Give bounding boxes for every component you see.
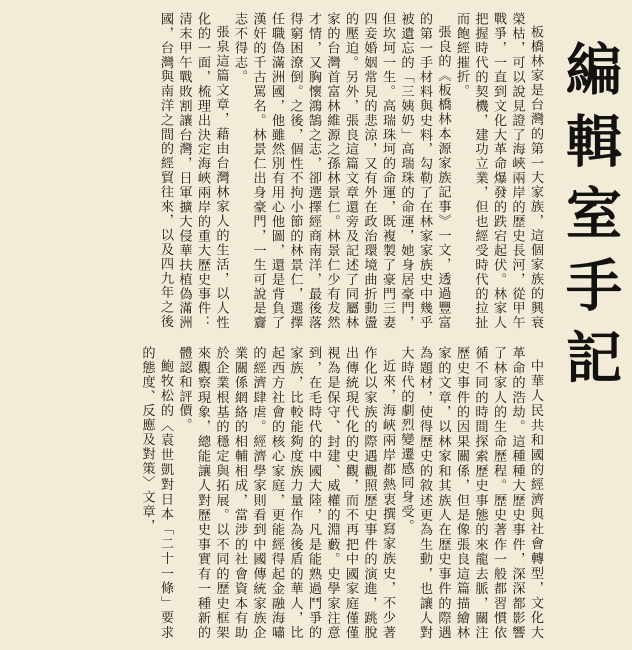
paragraph: 近來，海峽兩岸都熱衷撰寫家族史，不少著作化以家族的際遇觀照歷史事件的演進，跳脫出傳統現代化的史觀，而不再把中國家庭僅僅視為是保守、封建、威權的淵藪。史學家注意到，在毛時代的中國大陸，凡是能熟過鬥爭的家族，比較能夠度族力量作為後盾的華人，比起西方社會的核心家庭，更能經得起金融海嘯的經濟肆虐。經濟學家則看到中國傳統家族企業關係網絡的相輔相成，當涉的社會資本有助於企業根基的穩定與拓展。以不同的歷史框架來觀察現象，總能讓人對歷史事實有一種新的體認和評價。 — [176, 346, 395, 640]
paragraph: 板橋林家是台灣的第一大家族，這個家族的興衰榮枯，可以說見證了海峽兩岸的歷史長河，從甲午戰爭，一直到文化大革命爆發的跌宕起伏。林家人把握時代的契機，建功立業，但也經受時代的拉扯而飽經摧折。 — [454, 12, 543, 330]
article-block-top — [21, 12, 544, 330]
article-block-bottom — [21, 346, 544, 640]
paragraph: 張泉這篇文章，藉由台灣林家人的生活，以人性化的一面，梳理出決定海峽兩岸的重大歷史事件：清末甲午戰敗割讓台灣，日軍擴大侵華扶植偽滿洲國，台灣與南洋之間的經貿往來，以及四九年之後 — [158, 12, 229, 330]
paragraph: 中華人民共和國的經濟與社會轉型，文化大革命的浩劫。這種種大歷史事件，深深都影響了林家人的生命歷程。歷史著作一般都習慣依循不同的時間探索歷史事態的來龍去脈，關注歷史事件的因果關係，但是像張良這篇描繪林家的文章，以林家和其族人在歷史事件的際遇為題材，使得歷史的敘述更為生動，也讓人對大時代的劇烈變遷感同身受。 — [398, 346, 543, 640]
section-title: 編輯室手記 — [557, 40, 623, 400]
paragraph: 鮑牧松的〈袁世凱對日本「二十一條」要求的態度、反應及對策〉文章， — [139, 346, 173, 640]
paragraph: 張良的《板橋林本源家族記事》一文，透過豐富的第一手材料與史料，勾勒了在林家家族史中幾乎被遺忘的「三姨奶」高瑞珠的命運，她身居豪門，但坎坷一生。高瑞珠坷的命運，既複製了豪門三妻四妾婚姻常見的悲涼，又有外在政治環境曲折動盪的壓迫。另外，張良這篇文章還旁及記述了同屬林家的台灣首富林維源之孫林景仁。林景仁少有犮然才情，又胸懷鴻鵠之志，卻選擇經商南洋，最後落得窮困潦倒。之後，個性不拘小節的林景仁，選擇任職偽滿洲國，他雖然別有用心他圖，還是背負了漢奸的千古罵名。林景仁出身豪門，一生可說是齎志不得志。 — [232, 12, 451, 330]
